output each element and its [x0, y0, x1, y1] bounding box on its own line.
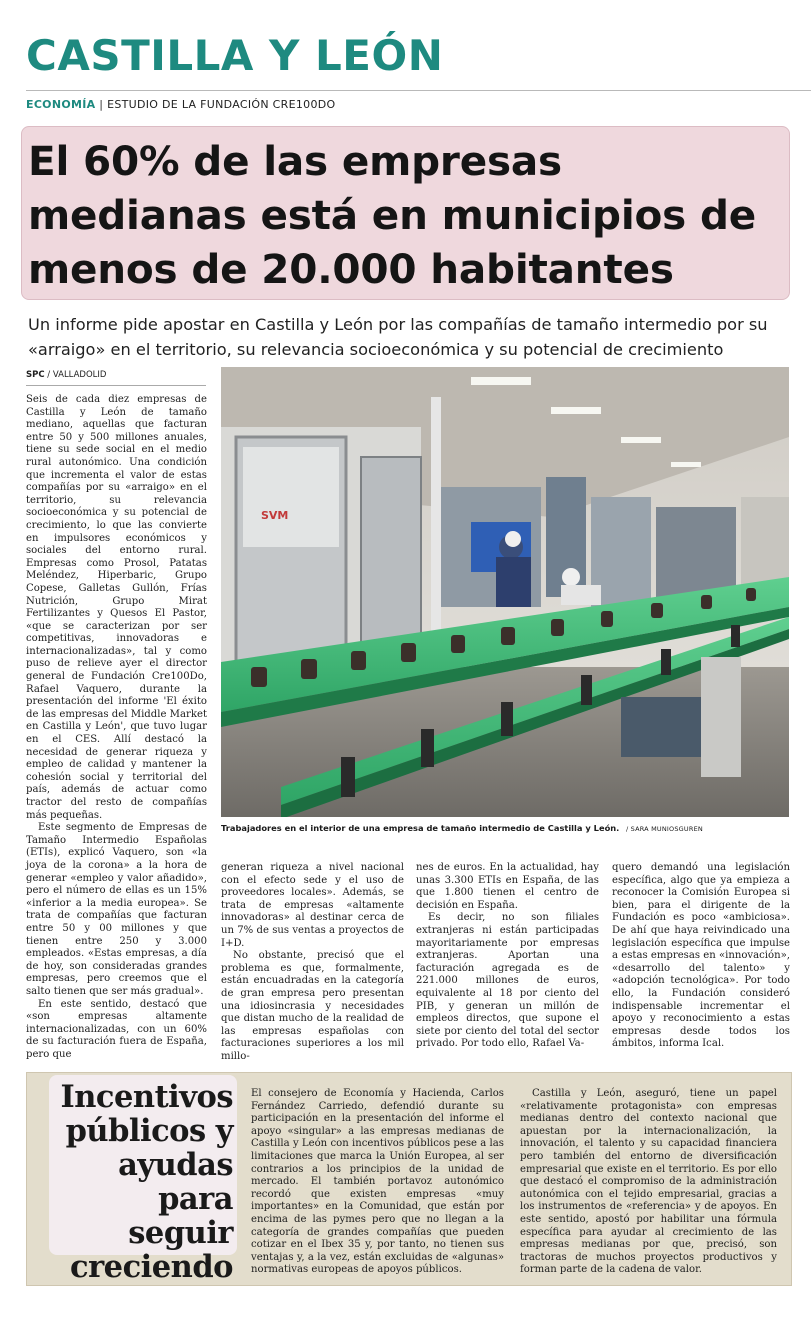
header-rule: [26, 90, 811, 91]
sidebar-title: Incentivos públicos y ayudas para seguir creciendo: [60, 1079, 233, 1285]
article-paragraph: Seis de cada diez empresas de Castilla y León de tamaño mediano, aquellas que facturan entre 50 y 500 millones anuales, tiene su sede social en el medio rural autonómico. Una condición que incrementa el valor de estas compañías por su «arraigo» en el territorio, su relevancia socioeconómica y su potencial de crecimiento, lo que las convierte en impulsores económicos y sociales del entorno rural. Empresas como Prosol, Patatas Meléndez, Hiperbaric, Grupo Copese, Galletas Gullón, Frías Nutrición, Grupo Mirat Fertilizantes y Quesos El Pastor, «que se caracterizan por ser competitivas, innovadoras e internacionalizadas», tal y como puso de relieve ayer el director general de Fundación Cre100Do, Rafael Vaquero, durante la presentación del informe 'El éxito de las empresas del Middle Market en Castilla y León', que tuvo lugar en el CES. Allí destacó la necesidad de generar riqueza y empleo de calidad y mantener la cohesión social y territorial del país, además de actuar como tractor del resto de compañías más pequeñas.: [26, 394, 207, 821]
article-paragraph: Es decir, no son filiales extranjeras ni están participadas mayoritariamente por empresas extranjeras. Aportan una facturación agregada es de 221.000 millones de euros, equivalente al 18 por ciento del PIB, y generan un millón de empleos directos, que supone el siete por ciento del total del sector privado. Por todo ello, Rafael Va-: [416, 912, 599, 1050]
photo-credit: / SARA MUNIOSGUREN: [625, 825, 703, 833]
kicker: [26, 98, 335, 111]
machine-label: SVM: [261, 509, 289, 522]
kicker-topic: ESTUDIO DE LA FUNDACIÓN CRE100DO: [107, 98, 336, 111]
byline-agency: SPC: [26, 370, 45, 380]
caption-text: Trabajadores en el interior de una empresa de tamaño intermedio de Castilla y León.: [221, 823, 620, 833]
article-column-4: [612, 862, 790, 1051]
factory-photo: [221, 367, 789, 817]
article-column-2: [221, 862, 404, 1064]
section-title: CASTILLA Y LEÓN: [26, 31, 444, 80]
article-column-1: [26, 394, 207, 1061]
sidebar-paragraph: Castilla y León, aseguró, tiene un papel «relativamente protagonista» con empresas medianas dentro del contexto nacional que apuestan por la internacionalización, la innovación, el talento y su capacidad financiera pero también del entorno de diversificación empresarial que existe en el territorio. Es por ello que destacó el compromiso de la administración autonómica con el tejido empresarial, gracias a los instrumentos de «referencia» y de apoyos. En este sentido, apostó por habilitar una fórmula específica para ayudar al crecimiento de las empresas medianas por que, precisó, son tractoras de muchos proyectos productivos y forman parte de la cadena de valor.: [520, 1088, 777, 1276]
article-column-3: [416, 862, 599, 1051]
kicker-separator: |: [99, 98, 104, 111]
sidebar-column-2: [520, 1088, 777, 1277]
subheadline: Un informe pide apostar en Castilla y León por las compañías de tamaño intermedio por su «arraigo» en el territorio, su relevancia socioeconómica y su potencial de crecimiento: [28, 315, 768, 359]
article-paragraph: generan riqueza a nivel nacional con el efecto sede y el uso de proveedores locales». Además, se trata de empresas «altamente innovadoras» al destinar cerca de un 7% de sus ventas a proyectos de I+D.: [221, 862, 404, 949]
byline-place: / VALLADOLID: [47, 370, 107, 380]
article-paragraph: Este segmento de Empresas de Tamaño Intermedio Españolas (ETIs), explicó Vaquero, son «la joya de la corona» a la hora de generar «empleo y valor añadido», pero el número de ellas es un 15% «inferior a la media europea». Se trata de compañías que facturan entre 50 y 00 millones y que tienen entre 250 y 3.000 empleados. «Estas empresas, a día de hoy, son consideradas grandes empresas, pero creemos que el salto tienen que ser más gradual».: [26, 822, 207, 997]
article-paragraph: nes de euros. En la actualidad, hay unas 3.300 ETIs en España, de las que 1.800 tienen el centro de decisión en España.: [416, 862, 599, 911]
byline: [26, 370, 206, 386]
headline: El 60% de las empresas medianas está en municipios de menos de 20.000 habitantes: [28, 137, 757, 293]
kicker-section: ECONOMÍA: [26, 98, 96, 111]
sidebar-column-1: [251, 1088, 504, 1277]
article-paragraph: En este sentido, destacó que «son empresas altamente internacionalizadas, con un 60% de su facturación fuera de España, pero que: [26, 998, 207, 1060]
article-paragraph: quero demandó una legislación específica, algo que ya empieza a reconocer la Comisión Europea si bien, para el dirigente de la Fundación es poco «ambiciosa». De ahí que haya reivindicado una legislación específica que impulse a estas empresas en «innovación», «desarrollo del talento» y «adopción tecnológica». Por todo ello, la Fundación consideró indispensable incrementar el apoyo y reconocimiento a estas empresas desde todos los ámbitos, informa Ical.: [612, 862, 790, 1050]
sidebar-paragraph: El consejero de Economía y Hacienda, Carlos Fernández Carriedo, defendió durante su participación en la presentación del informe el apoyo «singular» a las empresas medianas de Castilla y León con incentivos públicos pese a las limitaciones que marca la Unión Europea, al ser contrarios a los principios de la unidad de mercado. El también portavoz autonómico recordó que existen empresas «muy importantes» en la Comunidad, que están por encima de las pymes pero que no llegan a la categoría de grandes compañías que pueden cotizar en el Ibex 35 y, por tanto, no tienen sus ventajas y, a la vez, están excluidas de «algunas» normativas europeas de apoyos públicos.: [251, 1088, 504, 1276]
photo-caption: [221, 823, 789, 833]
article-paragraph: No obstante, precisó que el problema es que, formalmente, están encuadradas en la categoría de gran empresa pero presentan una idiosincrasia y necesidades que distan mucho de la realidad de las empresas españolas con facturaciones superiores a los mil millo-: [221, 950, 404, 1062]
